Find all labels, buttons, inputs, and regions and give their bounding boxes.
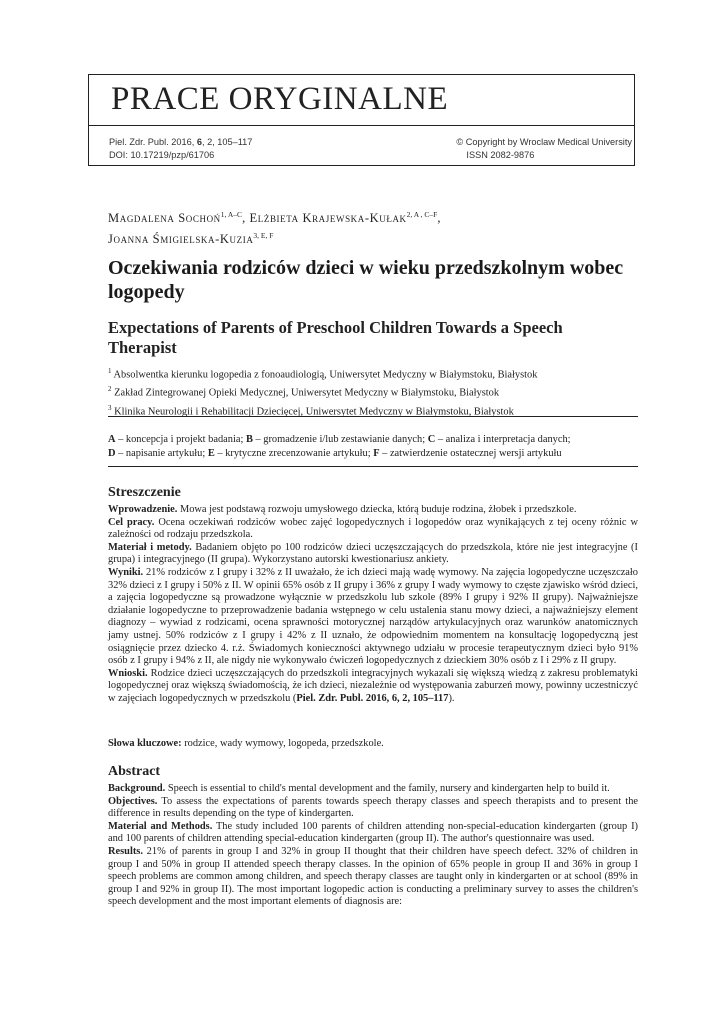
- divider-top: [108, 416, 638, 417]
- streszczenie-results: Wyniki. 21% rodziców z I grupy i 32% z II uważało, że ich dzieci mają wadę wymowy. Na zajęcia logopedyczne uczęszczało 32% dzieci z I grupy i 50% z II. W opinii 65% osób z II grupy i 36% z grupy I wady wymowy to częste zjawisko wśród dzieci, a zajęcia logopedyczne są prowadzone wyłącznie w przedszkolu lub szkole (89% I grupy i 92% II grupy). Najważniejsze działanie logopedyczne to przeprowadzenie badania wstępnego w celu ustalenia stanu mowy dzieci, a najważniejszy element diagnozy – wywiad z rodzicami, ocena sprawności motorycznej narządów artykulacyjnych oraz warunków anatomicznych jamy ustnej. 50% rodziców z I grupy i 42% z II uznało, że odpowiednim momentem na konsultację logopedyczną jest osiągnięcie przez dziecko 4. r.ż. Świadomych konieczności aktywnego udziału w procesie terapeutycznym dzieci było 91% osób z I grupy i 94% z II, ale nigdy nie wykonywało ćwiczeń logopedycznych z dzieckiem 30% osób z I i 29% z II grupy.: [108, 566, 638, 667]
- author-2-sup: 2, A , C–F: [406, 210, 438, 219]
- doi[interactable]: DOI: 10.17219/pzp/61706: [109, 150, 215, 160]
- author-3-sup: 3, E, F: [253, 231, 274, 241]
- citation-block: [109, 136, 252, 162]
- contributions: A – koncepcja i projekt badania; B – gromadzenie i/lub zestawianie danych; C – analiza i interpretacja danych; D – napisanie artykułu; E – krytyczne zrecenzowanie artykułu; F – zatwierdzenie ostatecznej wersji artykułu: [108, 434, 571, 459]
- copyright-block: [456, 136, 632, 162]
- issn: ISSN 2082-9876: [466, 150, 535, 160]
- keywords-pl: Słowa kluczowe: rodzice, wady wymowy, logopeda, przedszkole.: [108, 738, 384, 749]
- abstract-results: Results. 21% of parents in group I and 32% in group II thought that their children have speech defect. 32% of children in group I and 50% in group II attended speech therapy classes. In the opinion of 65% people in group II and 36% in group I speech problems are common among children, and speech therapy classes are taught only in kindergarten or at school (89% in group I and 92% in group II). The most important logopedic action is conducting a preliminary survey to asses the children's speech development and the most important elements of diagnosis are:: [108, 845, 638, 908]
- streszczenie-aim: Cel pracy. Ocena oczekiwań rodziców wobec zajęć logopedycznych i logopedów oraz wynikających z tej oceny różnic w zależności od rodzaju przedszkola.: [108, 516, 638, 541]
- title-english: Expectations of Parents of Preschool Children Towards a Speech Therapist: [108, 318, 563, 357]
- streszczenie-heading: Streszczenie: [108, 485, 181, 500]
- abstract-background: Background. Speech is essential to child's mental development and the family, nursery and kindergarten help to build it.: [108, 783, 610, 794]
- author-2: Elżbieta Krajewska-Kułak: [249, 211, 407, 226]
- affiliations: [108, 364, 638, 419]
- abstract-methods: Material and Methods. The study included 100 parents of children attending non-special-education kindergarten (group I) and 100 parents of children attending special-education kindergarten (group II). The author's questionnaire was used.: [108, 820, 638, 845]
- author-1: Magdalena Sochoń: [108, 211, 221, 226]
- streszczenie-intro: Wprowadzenie. Mowa jest podstawą rozwoju umysłowego dziecka, którą buduje rodzina, żłobek i przedszkole.: [108, 504, 577, 515]
- streszczenie-conclusions: Wnioski. Rodzice dzieci uczęszczających do przedszkoli integracyjnych wykazali się większą wiedzą z zakresu problematyki logopedycznej oraz większą świadomością, że ich dzieci, niezależnie od występowania zaburzeń mowy, powinny uczestniczyć w zajęciach logopedycznych w przedszkolu (Piel. Zdr. Publ. 2016, 6, 2, 105–117).: [108, 667, 638, 704]
- publication-meta: [88, 126, 635, 166]
- citation: Piel. Zdr. Publ. 2016, 6, 2, 105–117: [109, 137, 253, 147]
- streszczenie-methods: Materiał i metody. Badaniem objęto po 100 rodziców dzieci uczęszczających do przedszkola, które nie jest integracyjne (I grupa) i integracyjnego (II grupa). Wykorzystano autorski kwestionariusz ankiety.: [108, 541, 638, 566]
- title-polish: Oczekiwania rodziców dzieci w wieku przedszkolnym wobec logopedy: [108, 257, 624, 303]
- affiliation-2: $^2$ Zakład Zintegrowanej Opieki Medycznej, Uniwersytet Medyczny w Białymstoku, Białystok: [108, 385, 500, 399]
- authors: Magdalena Sochoń$^{1, A-C}$, Elżbieta Krajewska-Kułak$^{2, A , C-F}$, Joanna Śmigielska-Kuzia$^{3, E, F}$: [108, 210, 442, 247]
- streszczenie-body: [108, 504, 638, 706]
- author-1-sup: 1, A–C: [220, 210, 243, 219]
- banner-title: PRACE ORYGINALNE: [111, 81, 449, 117]
- author-3: Joanna Śmigielska-Kuzia: [108, 232, 254, 247]
- abstract-heading: Abstract: [108, 764, 161, 779]
- copyright: © Copyright by Wroclaw Medical University: [456, 137, 632, 147]
- abstract-objectives: Objectives. To assess the expectations of parents towards speech therapy classes and speech therapists and to present the difference in results depending on the type of kindergarten.: [108, 795, 638, 820]
- divider-bottom: [108, 466, 638, 467]
- abstract-body: [108, 783, 638, 909]
- affiliation-3: $^3$ Klinika Neurologii i Rehabilitacji Dziecięcej, Uniwersytet Medyczny w Białymstoku, Białystok: [108, 403, 514, 418]
- section-banner: [88, 74, 635, 126]
- affiliation-1: $^1$ Absolwentka kierunku logopedia z fonoaudiologią, Uniwersytet Medyczny w Białymstoku, Białystok: [108, 367, 538, 381]
